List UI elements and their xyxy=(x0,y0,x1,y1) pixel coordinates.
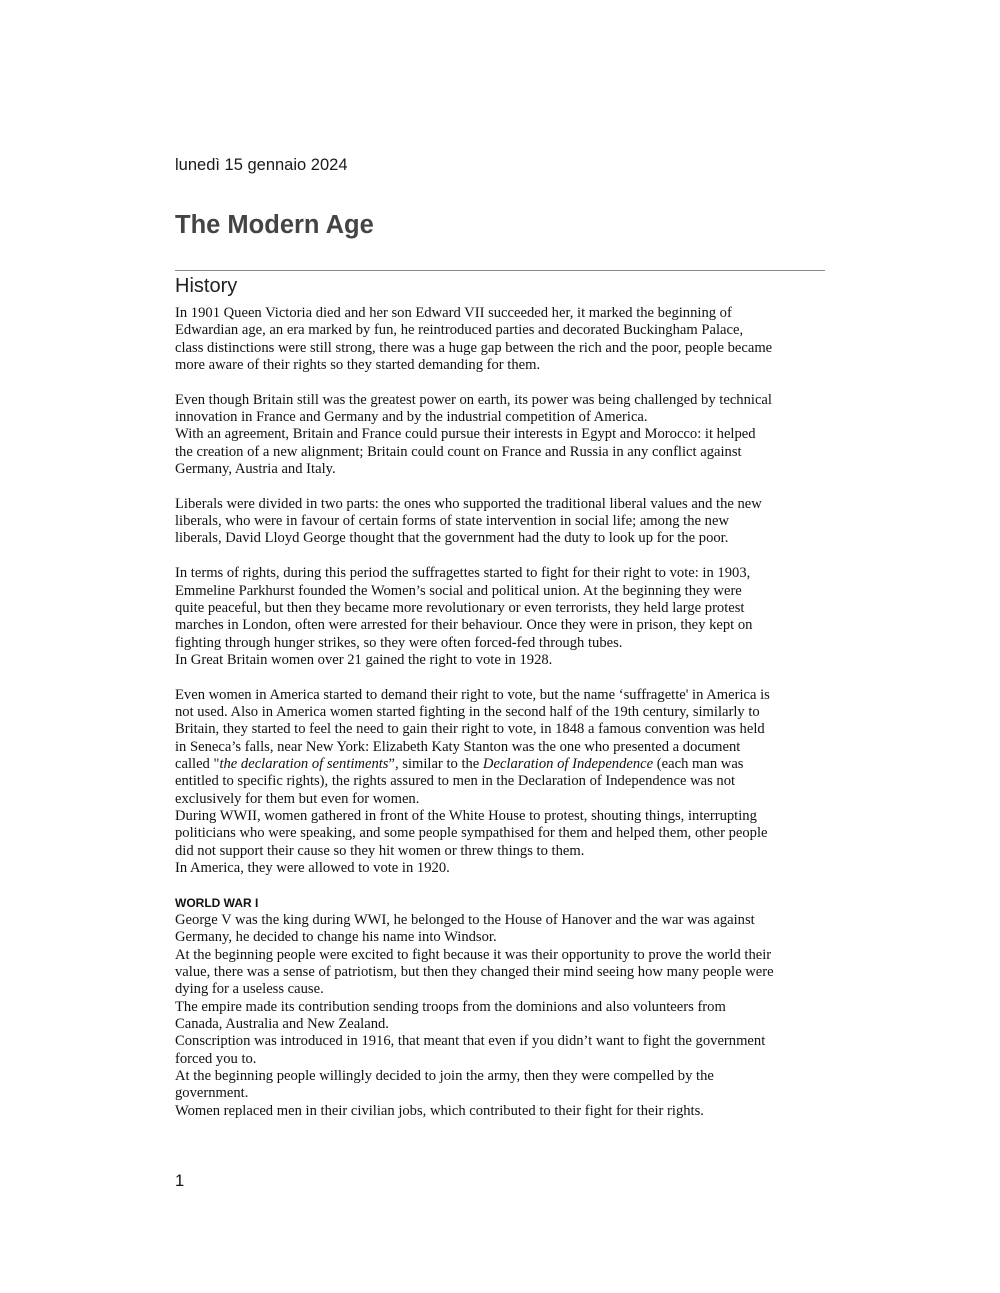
italic-title-declaration-of-independence: Declaration of Independence xyxy=(482,755,654,772)
text-line: quite peaceful, but then they became more revolutionary or even terrorists, they held large protest xyxy=(175,599,745,616)
text-line: politicians who were speaking, and some people sympathised for them and helped them, other people xyxy=(175,825,768,842)
section-title: History xyxy=(175,275,238,297)
text-line: Even though Britain still was the greatest power on earth, its power was being challenged by technical xyxy=(175,391,772,408)
text-line: With an agreement, Britain and France could pursue their interests in Egypt and Morocco: it helped xyxy=(175,426,756,443)
document-body xyxy=(175,305,830,1120)
text-line: value, there was a sense of patriotism, but then they changed their mind seeing how many people were xyxy=(175,964,774,981)
text-line: exclusively for them but even for women. xyxy=(175,790,420,807)
text-line: marches in London, often were arrested for their behaviour. Once they were in prison, they kept on xyxy=(175,617,753,634)
text-line: Britain, they started to feel the need to gain their right to vote, in 1848 a famous convention was held xyxy=(175,721,765,738)
text-line: In terms of rights, during this period the suffragettes started to fight for their right to vote: in 1903, xyxy=(175,565,751,582)
text-line: not used. Also in America women started fighting in the second half of the 19th century, similarly to xyxy=(175,703,760,720)
text-line: Germany, Austria and Italy. xyxy=(175,461,336,478)
text-line: more aware of their rights so they started demanding for them. xyxy=(175,357,541,374)
text-line: did not support their cause so they hit women or threw things to them. xyxy=(175,842,585,859)
paragraph xyxy=(175,565,830,669)
text-line: George V was the king during WWI, he belonged to the House of Hanover and the war was against xyxy=(175,912,755,929)
text-line: fighting through hunger strikes, so they were often forced-fed through tubes. xyxy=(175,634,623,651)
paragraph xyxy=(175,305,830,374)
text-line: In 1901 Queen Victoria died and her son Edward VII succeeded her, it marked the beginning of xyxy=(175,305,732,321)
text-line: class distinctions were still strong, there was a huge gap between the rich and the poor, people became xyxy=(175,339,773,356)
text-line: forced you to. xyxy=(175,1050,257,1067)
text-line: innovation in France and Germany and by the industrial competition of America. xyxy=(175,409,648,426)
text-line: entitled to specific rights), the rights assured to men in the Declaration of Independence was not xyxy=(175,773,736,790)
text-line: At the beginning people were excited to fight because it was their opportunity to prove the world their xyxy=(175,946,772,963)
text-line: Canada, Australia and New Zealand. xyxy=(175,1016,389,1033)
text-line: the creation of a new alignment; Britain could count on France and Russia in any conflict against xyxy=(175,443,742,460)
text-run: ”, similar to the xyxy=(388,755,483,772)
subheading-world-war-i: WORLD WAR I xyxy=(175,895,259,910)
text-line: Liberals were divided in two parts: the ones who supported the traditional liberal values and the new xyxy=(175,495,762,512)
paragraph-world-war-i xyxy=(175,912,830,1120)
text-line: Conscription was introduced in 1916, that meant that even if you didn’t want to fight the government xyxy=(175,1033,766,1050)
text-line: liberals, David Lloyd George thought that the government had the duty to look up for the poor. xyxy=(175,530,729,547)
text-line: dying for a useless cause. xyxy=(175,981,324,998)
text-line: Women replaced men in their civilian jobs, which contributed to their fight for their rights. xyxy=(175,1102,704,1119)
paragraph-america xyxy=(175,687,830,878)
text-line: Even women in America started to demand their right to vote, but the name ‘suffragette' in America is xyxy=(175,686,770,703)
text-line: government. xyxy=(175,1085,249,1102)
section-divider xyxy=(175,270,825,271)
document-date: lunedì 15 gennaio 2024 xyxy=(175,156,348,174)
document-title: The Modern Age xyxy=(175,211,374,239)
text-line: Emmeline Parkhurst founded the Women’s social and political union. At the beginning they were xyxy=(175,582,742,599)
italic-title-declaration-of-sentiments: the declaration of sentiments xyxy=(219,755,389,772)
text-line: Germany, he decided to change his name into Windsor. xyxy=(175,929,497,946)
paragraph xyxy=(175,496,830,548)
paragraph-group xyxy=(175,305,830,669)
text-line: In Great Britain women over 21 gained the right to vote in 1928. xyxy=(175,651,553,668)
page-number: 1 xyxy=(175,1172,185,1190)
paragraph xyxy=(175,392,830,479)
text-line xyxy=(175,756,830,773)
text-line: In America, they were allowed to vote in 1920. xyxy=(175,860,450,876)
text-line: in Seneca’s falls, near New York: Elizabeth Katy Stanton was the one who presented a document xyxy=(175,738,741,755)
text-run: called " xyxy=(175,755,220,772)
text-line: liberals, who were in favour of certain forms of state intervention in social life; among the new xyxy=(175,513,729,530)
text-line: The empire made its contribution sending troops from the dominions and also volunteers from xyxy=(175,998,726,1015)
text-run: (each man was xyxy=(653,755,744,772)
text-line: At the beginning people willingly decided to join the army, then they were compelled by the xyxy=(175,1068,714,1085)
text-line: During WWII, women gathered in front of the White House to protest, shouting things, interrupting xyxy=(175,807,757,824)
text-line: Edwardian age, an era marked by fun, he reintroduced parties and decorated Buckingham Palace, xyxy=(175,322,744,339)
